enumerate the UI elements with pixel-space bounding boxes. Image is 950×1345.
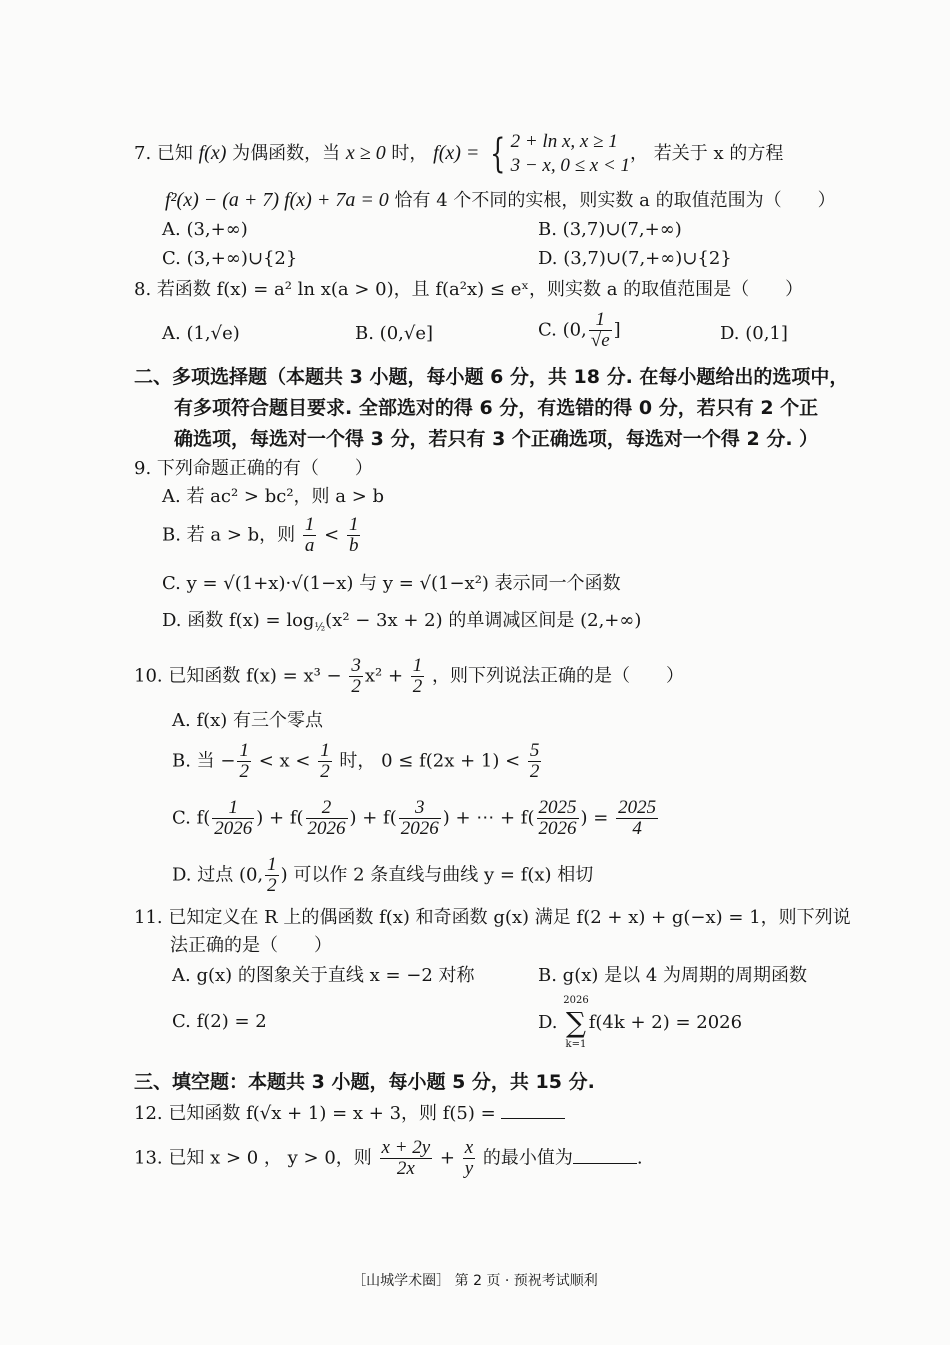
q10-frac2 [411, 656, 425, 697]
q10-option-b-frac3 [528, 741, 542, 782]
frac-den: b [348, 535, 359, 556]
q9-option-b-pre: B. 若 a > b，则 [162, 524, 301, 546]
q7-desc1: 为偶函数，当 [226, 143, 346, 164]
frac-num: 1 [348, 514, 359, 535]
sum-upper: 2026 [563, 995, 589, 1006]
frac-num: 1 [320, 740, 330, 761]
q10-option-c-m4: ) = [580, 807, 615, 829]
section2-heading-line1: 二、多项选择题（本题共 3 小题，每小题 6 分，共 18 分. 在每小题给出的选项中， [134, 366, 849, 388]
sigma-icon: ∑ [565, 1006, 586, 1039]
q7-stem-line1 [134, 130, 783, 178]
q8-option-c-post: ] [613, 319, 621, 341]
q10-option-c-m1: ) + f( [256, 807, 304, 829]
q9-option-d [162, 609, 641, 640]
q11-option-d [538, 994, 742, 1052]
q8-option-c-fraction [589, 310, 612, 351]
q7-option-c: C. (3,+∞)∪{2} [162, 248, 298, 269]
q10-option-b-mid: < x < [252, 750, 317, 772]
q10-option-b-frac1 [237, 741, 251, 782]
q8-option-c-pre: C. (0, [538, 319, 587, 341]
q11-stem-line1: 11. 已知定义在 R 上的偶函数 f(x) 和奇函数 g(x) 满足 f(2 + x) + g(−x) = 1，则下列说 [134, 907, 851, 928]
q10-option-c-frac2 [306, 798, 348, 839]
frac-den: √e [590, 330, 610, 351]
q7-case1: 2 + ln x, x ≥ 1 [510, 131, 618, 152]
page-footer: ［山城学术圈］ 第 2 页 · 预祝考试顺利 [352, 1273, 598, 1289]
frac-den: 2 [412, 676, 423, 697]
q10-option-c-frac3 [399, 798, 441, 839]
q10-frac1 [349, 656, 363, 697]
q9-option-a: A. 若 ac² > bc²，则 a > b [162, 486, 385, 507]
q9-option-d-log-base: ½ [314, 620, 326, 634]
q11-option-d-pre: D. [538, 1012, 564, 1033]
frac-num: x + 2y [381, 1137, 431, 1158]
q7-cond: x ≥ 0 [345, 142, 386, 164]
q9-option-d-post: (x² − 3x + 2) 的单调减区间是 (2,+∞) [325, 610, 642, 631]
frac-num: 1 [239, 740, 249, 761]
frac-den: 2 [351, 676, 361, 697]
q10-option-c-frac1 [212, 798, 254, 839]
q7-desc3: ， 若关于 x 的方程 [630, 143, 784, 164]
q8-stem: 8. 若函数 f(x) = a² ln x(a > 0)，且 f(a²x) ≤ eˣ，则实数 a 的取值范围是（ ） [134, 279, 804, 300]
sum-lower: k=1 [565, 1039, 587, 1050]
q13-frac1 [380, 1138, 433, 1179]
frac-den: 2 [239, 761, 249, 782]
frac-num: 3 [351, 655, 361, 676]
q10-option-c-m2: ) + f( [349, 807, 397, 829]
frac-num: 1 [267, 854, 277, 875]
frac-num: 2025 [618, 797, 657, 818]
frac-num: 1 [589, 310, 612, 331]
summation-symbol [563, 994, 588, 1052]
q9-option-b-frac1 [303, 515, 317, 556]
frac-num: 1 [412, 655, 423, 676]
frac-den: a [304, 535, 315, 556]
q12-stem [134, 1100, 565, 1126]
q7-line2-text: 恰有 4 个不同的实根，则实数 a 的取值范围为（ ） [388, 190, 836, 211]
section2-heading-line2: 有多项符合题目要求. 全部选对的得 6 分，有选错的得 0 分，若只有 2 个正 [174, 397, 819, 419]
frac-num: 2 [306, 798, 348, 819]
frac-num: 1 [212, 798, 254, 819]
q8-option-d: D. (0,1] [720, 323, 788, 344]
q8-option-c [538, 310, 621, 351]
frac-den: 2026 [307, 818, 346, 839]
frac-num: 5 [529, 740, 540, 761]
q10-stem [134, 656, 684, 697]
section2-heading-line3: 确选项，每选对一个得 3 分，若只有 3 个正确选项，每选对一个得 2 分. ） [174, 428, 819, 450]
q10-option-a: A. f(x) 有三个零点 [172, 710, 324, 731]
q9-stem: 9. 下列命题正确的有（ ） [134, 458, 373, 479]
q11-option-b: B. g(x) 是以 4 为周期的周期函数 [538, 965, 808, 986]
q10-option-c-pre: C. f( [172, 807, 211, 829]
q9-option-b-frac2 [347, 515, 361, 556]
q7-cases [511, 130, 630, 178]
q7-option-d: D. (3,7)∪(7,+∞)∪{2} [538, 248, 732, 269]
q11-option-d-post: f(4k + 2) = 2026 [588, 1012, 743, 1033]
frac-den: 4 [632, 818, 642, 839]
q7-option-b: B. (3,7)∪(7,+∞) [538, 219, 682, 240]
section3-heading: 三、填空题：本题共 3 小题，每小题 5 分，共 15 分. [134, 1071, 595, 1093]
q10-stem-pre: 10. 已知函数 f(x) = x³ − [134, 665, 348, 687]
q7-equation: f²(x) − (a + 7) f(x) + 7a = 0 [165, 189, 389, 211]
q12-text: 12. 已知函数 f(√x + 1) = x + 3，则 f(5) = [134, 1103, 502, 1124]
q7-fdef: f(x) = [433, 142, 480, 164]
q13-end: . [636, 1147, 643, 1169]
frac-den: 2 [267, 875, 277, 896]
q10-option-b [172, 741, 543, 782]
frac-num: x [464, 1137, 474, 1158]
q9-option-b [162, 515, 362, 556]
q10-option-d-frac [265, 855, 279, 896]
q10-option-b-mid2: 时， 0 ≤ f(2x + 1) < [333, 750, 526, 772]
q13-post: 的最小值为 [477, 1147, 573, 1169]
frac-den: 2026 [400, 818, 439, 839]
q10-option-c-frac5 [616, 798, 658, 839]
q11-option-c: C. f(2) = 2 [172, 1011, 267, 1032]
q11-option-a: A. g(x) 的图象关于直线 x = −2 对称 [172, 965, 475, 986]
q10-option-c-m3: ) + ⋯ + f( [442, 807, 535, 829]
q9-option-b-lt: < [318, 524, 345, 546]
q10-option-c [172, 798, 660, 839]
frac-num: 2025 [538, 797, 577, 818]
frac-den: 2026 [538, 818, 577, 839]
frac-num: 3 [399, 798, 441, 819]
q10-option-b-frac2 [318, 741, 332, 782]
frac-num: 1 [304, 514, 315, 535]
q12-answer-blank[interactable] [501, 1100, 565, 1119]
q7-fx: f(x) [198, 142, 227, 164]
q10-option-d-post: ) 可以作 2 条直线与曲线 y = f(x) 相切 [280, 864, 594, 886]
q13-answer-blank[interactable] [573, 1145, 637, 1164]
frac-den: 2x [396, 1158, 415, 1179]
frac-den: y [464, 1158, 474, 1179]
q11-stem-line2: 法正确的是（ ） [170, 935, 332, 956]
q7-option-a: A. (3,+∞) [162, 219, 248, 240]
frac-den: 2 [320, 761, 330, 782]
q13-stem [134, 1138, 643, 1179]
q9-option-c: C. y = √(1+x)·√(1−x) 与 y = √(1−x²) 表示同一个函数 [162, 573, 621, 594]
q7-brace: { [490, 131, 506, 177]
q13-pre: 13. 已知 x > 0 ， y > 0，则 [134, 1147, 378, 1169]
q10-stem-post: ，则下列说法正确的是（ ） [426, 665, 684, 687]
q8-option-b: B. (0,√e] [355, 323, 434, 344]
q7-desc2: 时， [385, 143, 434, 164]
frac-den: 2026 [214, 818, 253, 839]
frac-den: 2 [529, 761, 540, 782]
q7-prefix: 7. 已知 [134, 143, 199, 164]
q10-option-d [172, 855, 593, 896]
q10-option-d-pre: D. 过点 (0, [172, 864, 264, 886]
q8-option-a: A. (1,√e) [162, 323, 240, 344]
q10-option-c-frac4 [537, 798, 579, 839]
q7-stem-line2 [165, 188, 836, 213]
q10-option-b-pre: B. 当 − [172, 750, 236, 772]
q10-stem-mid: x² + [364, 665, 409, 687]
q13-plus: + [434, 1147, 461, 1169]
q7-case2: 3 − x, 0 ≤ x < 1 [510, 155, 631, 176]
q13-frac2 [463, 1138, 475, 1179]
q9-option-d-pre: D. 函数 f(x) = log [162, 610, 315, 631]
